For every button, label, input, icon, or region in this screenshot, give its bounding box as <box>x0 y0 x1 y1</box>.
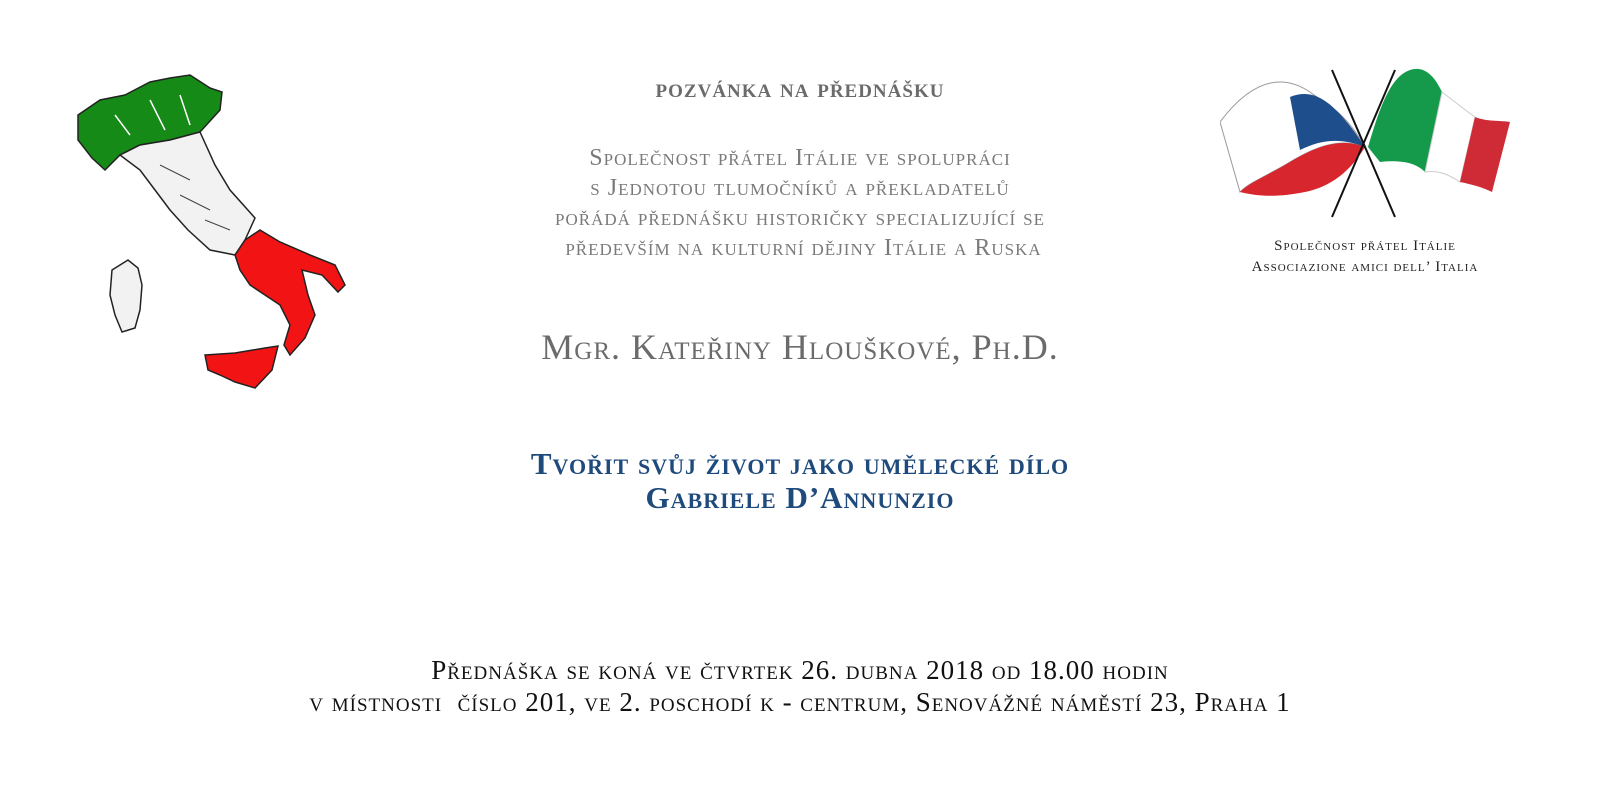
event-location-line: v místnosti číslo 201, ve 2. poschodí k - centrum, Senovážné náměstí 23, Praha 1 <box>309 687 1291 717</box>
intro-line: Společnost přátel Itálie ve spolupráci <box>589 145 1011 171</box>
organization-name-czech: Společnost přátel Itálie <box>1274 238 1456 254</box>
event-details <box>0 654 1600 718</box>
invitation-intro <box>0 143 1600 263</box>
lecture-title-line-2: Gabriele D’Annunzio <box>645 480 955 515</box>
intro-line: s Jednotou tlumočníků a překladatelů <box>590 175 1010 201</box>
invitation-heading: pozvánka na přednášku <box>655 73 945 103</box>
lecture-title <box>0 447 1600 515</box>
sardinia-shape <box>110 260 142 332</box>
intro-line: především na kulturní dějiny Itálie a Ruska <box>558 235 1042 261</box>
speaker-name: Mgr. Kateřiny Hlouškové, Ph.D. <box>541 327 1059 367</box>
lecture-title-line-1: Tvořit svůj život jako umělecké dílo <box>530 446 1070 481</box>
organization-name-italian: Associazione amici dell’ Italia <box>1251 259 1479 275</box>
event-date-line: Přednáška se koná ve čtvrtek 26. dubna 2018 od 18.00 hodin <box>431 655 1169 685</box>
intro-line: pořádá přednášku historičky specializující se <box>555 205 1045 231</box>
